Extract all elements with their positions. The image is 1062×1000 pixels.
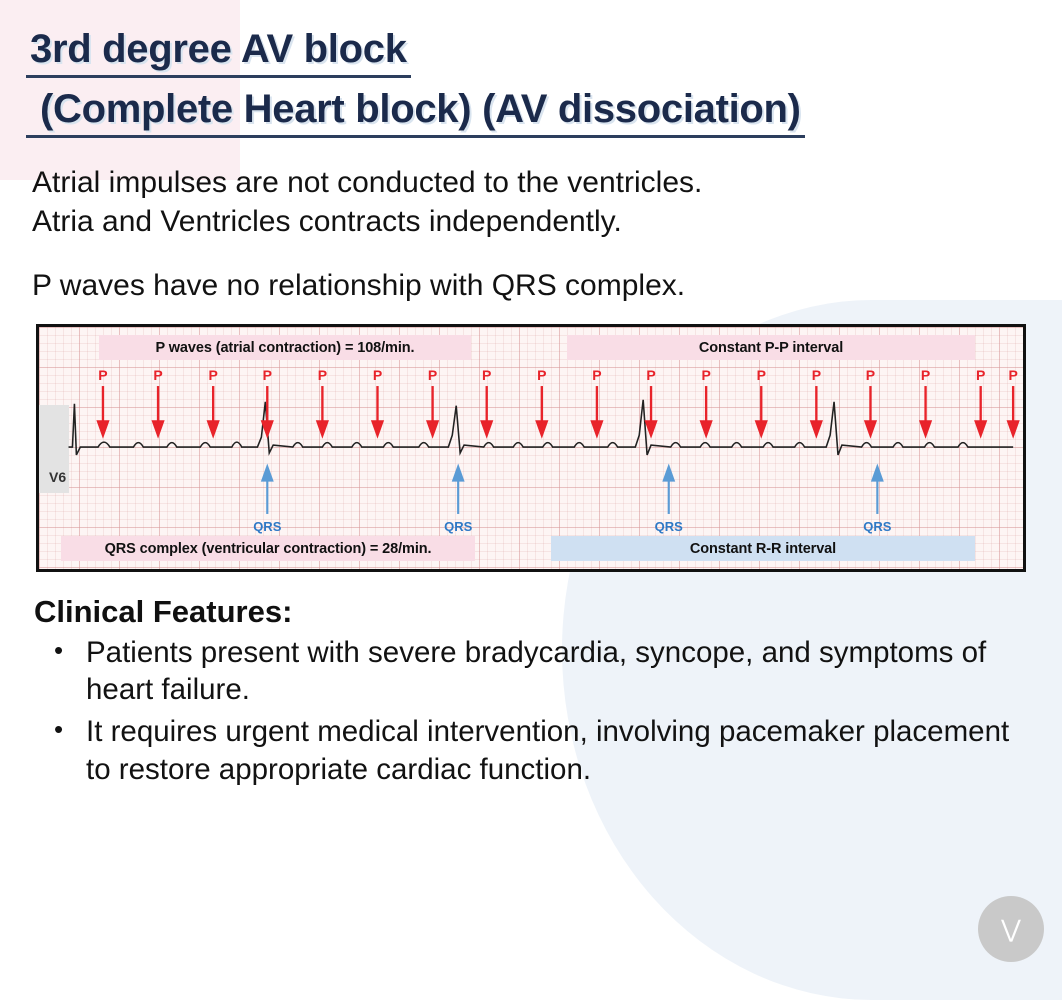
p-marker-label: P: [865, 366, 876, 383]
p-marker-label: P: [317, 366, 328, 383]
qrs-arrows: [262, 466, 882, 513]
p-marker-label: P: [208, 366, 218, 383]
description-line-2: Atria and Ventricles contracts independently.: [32, 204, 622, 238]
label-rr-interval: Constant R-R interval: [551, 536, 975, 561]
p-marker-label: P: [262, 366, 272, 383]
bullet-marker: •: [54, 634, 64, 665]
qrs-marker-label: QRS: [654, 518, 683, 534]
label-qrs-complex: QRS complex (ventricular contraction) = 28/min.: [61, 536, 475, 561]
p-marker-label: P: [427, 366, 438, 383]
title-line-2: (Complete Heart block) (AV dissociation): [26, 86, 805, 138]
qrs-marker-label: QRS: [253, 518, 282, 534]
qrs-marker-label: QRS: [863, 518, 892, 534]
description-line-3: P waves have no relationship with QRS complex.: [32, 269, 686, 303]
list-item-text: Patients present with severe bradycardia, syncope, and symptoms of heart failure.: [86, 635, 987, 707]
title-line-1: 3rd degree AV block: [26, 26, 411, 78]
p-marker-label: P: [756, 366, 766, 383]
p-marker-label: P: [1008, 366, 1018, 383]
p-marker-label: P: [646, 366, 656, 383]
p-marker-label: P: [592, 366, 602, 383]
qrs-marker-label: QRS: [444, 518, 473, 534]
page-title: [26, 0, 1036, 138]
p-marker-label: P: [920, 366, 931, 383]
description-line-1: Atrial impulses are not conducted to the ventricles.: [32, 166, 703, 200]
p-marker-label: P: [372, 366, 383, 383]
ecg-lead-label: V6: [49, 468, 67, 485]
scroll-down-button[interactable]: ⋁: [978, 896, 1044, 962]
label-pp-interval: Constant P-P interval: [567, 335, 975, 360]
ecg-trace-and-markers: [39, 327, 1023, 571]
p-marker-label: P: [98, 366, 108, 383]
p-marker-label: P: [976, 366, 986, 383]
clinical-features-list: [26, 634, 1036, 789]
clinical-features-heading: Clinical Features:: [34, 593, 293, 629]
label-p-waves: P waves (atrial contraction) = 108/min.: [99, 335, 471, 360]
list-item: [34, 713, 1036, 789]
p-wave-arrows: [98, 386, 1018, 435]
ecg-figure: [36, 324, 1026, 572]
list-item: [34, 634, 1036, 710]
list-item-text: It requires urgent medical intervention, involving pacemaker placement to restore appropriate cardiac function.: [86, 715, 1010, 786]
p-marker-label: P: [701, 366, 711, 383]
description-block: [26, 164, 1036, 305]
bullet-marker: •: [54, 714, 64, 745]
p-marker-label: P: [811, 366, 822, 383]
p-marker-label: P: [153, 366, 163, 383]
p-marker-label: P: [537, 366, 547, 383]
p-marker-label: P: [482, 366, 492, 383]
